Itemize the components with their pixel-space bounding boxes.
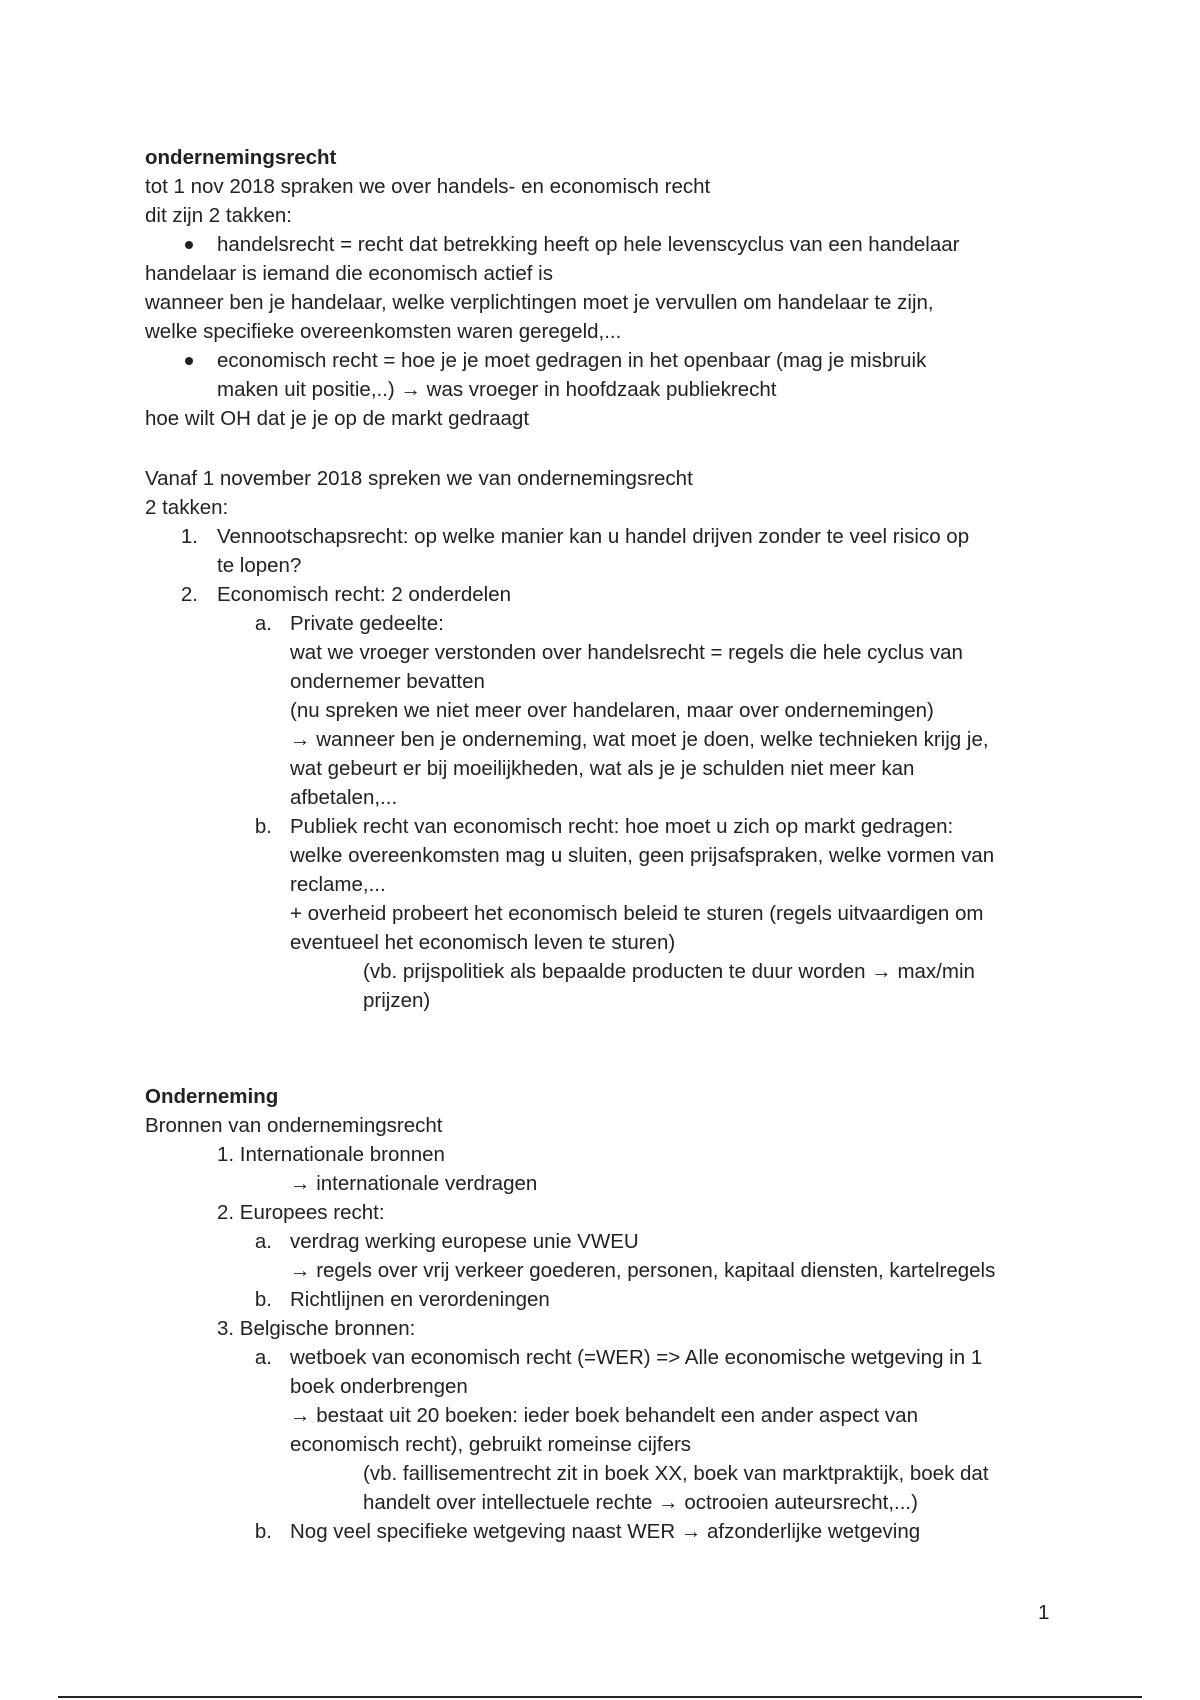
list-letter: a. [254, 1230, 272, 1253]
list-number: 1. [180, 525, 198, 548]
page-number: 1 [1038, 1601, 1050, 1624]
list-item-continuation: te lopen? [217, 554, 302, 577]
sublist-line: afbetalen,... [290, 786, 398, 809]
sublist-item: Nog veel specifieke wetgeving naast WER → afzonderlijke wetgeving [290, 1520, 921, 1543]
sublist-line: welke overeenkomsten mag u sluiten, geen prijsafspraken, welke vormen van [290, 844, 995, 867]
list-letter: a. [254, 612, 272, 635]
paragraph-line: dit zijn 2 takken: [145, 204, 292, 227]
list-item: 1. Internationale bronnen [217, 1143, 445, 1166]
sublist-line: ondernemer bevatten [290, 670, 485, 693]
sublist-item: Richtlijnen en verordeningen [290, 1288, 550, 1311]
sublist-line: → internationale verdragen [290, 1172, 538, 1195]
footer-divider [58, 1696, 1142, 1698]
list-item: Economisch recht: 2 onderdelen [217, 583, 512, 606]
paragraph-line: 2 takken: [145, 496, 229, 519]
sublist-line: → regels over vrij verkeer goederen, personen, kapitaal diensten, kartelregels [290, 1259, 996, 1282]
sublist-line: (nu spreken we niet meer over handelaren, maar over ondernemingen) [290, 699, 934, 722]
sublist-line: eventueel het economisch leven te sturen) [290, 931, 676, 954]
list-item: 2. Europees recht: [217, 1201, 385, 1224]
bullet-item: economisch recht = hoe je je moet gedragen in het openbaar (mag je misbruik [217, 349, 927, 372]
bullet-marker [185, 241, 193, 249]
sublist-line: economisch recht), gebruikt romeinse cijfers [290, 1433, 692, 1456]
sublist-line: wat we vroeger verstonden over handelsrecht = regels die hele cyclus van [290, 641, 963, 664]
example-line: handelt over intellectuele rechte → octrooien auteursrecht,...) [363, 1491, 918, 1514]
list-letter: a. [254, 1346, 272, 1369]
sublist-item: Private gedeelte: [290, 612, 444, 635]
list-letter: b. [254, 1520, 272, 1543]
list-letter: b. [254, 815, 272, 838]
bullet-item-continuation: maken uit positie,..) → was vroeger in hoofdzaak publiekrecht [217, 378, 777, 401]
heading-ondernemingsrecht: ondernemingsrecht [145, 146, 337, 169]
bullet-marker [185, 357, 193, 365]
list-number: 2. [180, 583, 198, 606]
sublist-line: + overheid probeert het economisch beleid te sturen (regels uitvaardigen om [290, 902, 984, 925]
paragraph-line: welke specifieke overeenkomsten waren geregeld,... [145, 320, 622, 343]
list-item: 3. Belgische bronnen: [217, 1317, 416, 1340]
paragraph-line: wanneer ben je handelaar, welke verplichtingen moet je vervullen om handelaar te zijn, [145, 291, 934, 314]
paragraph-line: Vanaf 1 november 2018 spreken we van ondernemingsrecht [145, 467, 693, 490]
paragraph-line: hoe wilt OH dat je je op de markt gedraagt [145, 407, 530, 430]
sublist-line: boek onderbrengen [290, 1375, 468, 1398]
sublist-item: wetboek van economisch recht (=WER) => Alle economische wetgeving in 1 [290, 1346, 983, 1369]
paragraph-line: Bronnen van ondernemingsrecht [145, 1114, 443, 1137]
sublist-item: verdrag werking europese unie VWEU [290, 1230, 639, 1253]
bullet-item: handelsrecht = recht dat betrekking heeft op hele levenscyclus van een handelaar [217, 233, 960, 256]
sublist-item: Publiek recht van economisch recht: hoe moet u zich op markt gedragen: [290, 815, 954, 838]
paragraph-line: tot 1 nov 2018 spraken we over handels- en economisch recht [145, 175, 711, 198]
example-line: (vb. prijspolitiek als bepaalde producten te duur worden → max/min [363, 960, 975, 983]
heading-onderneming: Onderneming [145, 1085, 279, 1108]
sublist-line: → wanneer ben je onderneming, wat moet je doen, welke technieken krijg je, [290, 728, 989, 751]
example-line: prijzen) [363, 989, 431, 1012]
sublist-line: wat gebeurt er bij moeilijkheden, wat als je je schulden niet meer kan [290, 757, 915, 780]
list-item: Vennootschapsrecht: op welke manier kan u handel drijven zonder te veel risico op [217, 525, 970, 548]
sublist-line: → bestaat uit 20 boeken: ieder boek behandelt een ander aspect van [290, 1404, 918, 1427]
example-line: (vb. faillisementrecht zit in boek XX, boek van marktpraktijk, boek dat [363, 1462, 989, 1485]
paragraph-line: handelaar is iemand die economisch actief is [145, 262, 553, 285]
sublist-line: reclame,... [290, 873, 386, 896]
list-letter: b. [254, 1288, 272, 1311]
